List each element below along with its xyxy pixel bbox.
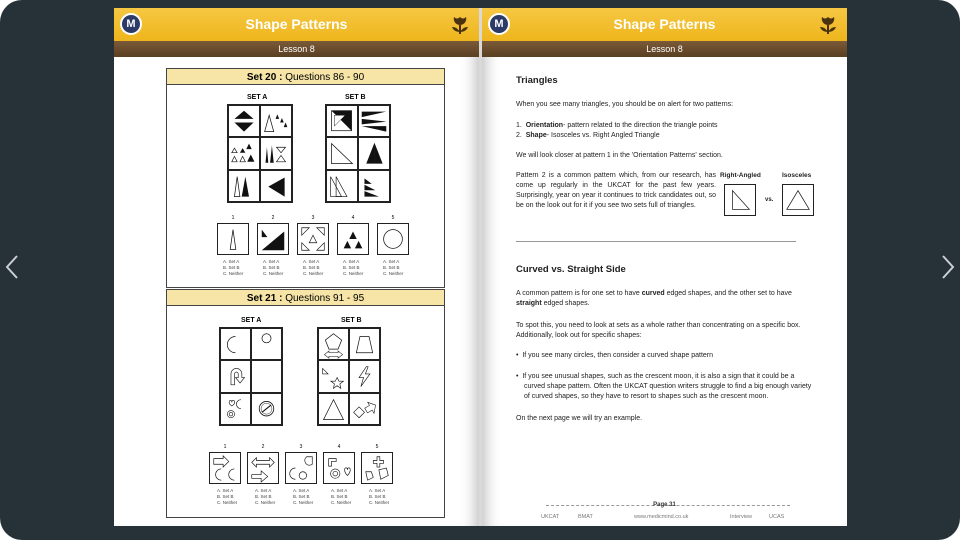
question-number: 4 — [351, 215, 355, 221]
grid-cell — [220, 328, 251, 360]
pattern2-text: Pattern 2 is a common pattern which, from our research, has come up regularly in the UKCAT for the past few years. Surprisingly, year on year it continues to trick candidates out, so be on the look out for it if you see two sets full of triangles. — [516, 172, 716, 209]
question-number: 2 — [261, 444, 265, 450]
grid-cell — [326, 170, 358, 202]
question-shape-box[interactable] — [217, 223, 249, 255]
grid-cell — [251, 328, 282, 360]
closer-look-text: We will look closer at pattern 1 in the 'Orientation Patterns' section. — [516, 152, 723, 159]
footer-link-interview[interactable]: Interview — [730, 514, 753, 520]
grid-cell — [260, 137, 292, 169]
answer-options[interactable]: A. Set A B. Set B C. Neither — [369, 488, 390, 505]
isosceles-example — [782, 184, 814, 216]
chevron-right-icon — [941, 254, 955, 280]
question-number: 5 — [391, 215, 395, 221]
lesson-subheader: Lesson 8 — [482, 41, 847, 57]
set21-set-a-label: SET A — [241, 317, 262, 324]
grid-cell — [349, 360, 380, 392]
set21-title-rest: Questions 91 - 95 — [285, 293, 365, 304]
triangles-intro: When you see many triangles, you should be on alert for two patterns: — [516, 101, 734, 108]
answer-options[interactable]: A. Set A B. Set B C. Neither — [293, 488, 314, 505]
grid-cell — [318, 328, 349, 360]
set21-set-b-grid — [317, 327, 381, 426]
vs-label: vs. — [765, 197, 774, 203]
grid-cell — [228, 105, 260, 137]
left-page — [114, 8, 479, 526]
set21-set-a-grid — [219, 327, 283, 426]
grid-cell — [326, 105, 358, 137]
right-page — [482, 8, 847, 526]
tulip-icon — [449, 14, 471, 36]
isosceles-label: Isosceles — [782, 172, 812, 179]
triangles-heading: Triangles — [516, 75, 558, 86]
grid-cell — [358, 137, 390, 169]
previous-page-button[interactable] — [2, 254, 22, 282]
answer-options[interactable]: A. Set A B. Set B C. Neither — [331, 488, 352, 505]
question-number: 3 — [311, 215, 315, 221]
page-title: Shape Patterns — [245, 16, 348, 32]
question-number: 1 — [223, 444, 227, 450]
section-divider — [516, 241, 796, 242]
grid-cell — [358, 105, 390, 137]
page-header — [482, 8, 847, 41]
grid-cell — [220, 393, 251, 425]
tulip-icon — [817, 14, 839, 36]
footer-link-bmat[interactable]: BMAT — [578, 514, 593, 520]
curved-heading: Curved vs. Straight Side — [516, 264, 626, 275]
answer-options[interactable]: A. Set A B. Set B C. Neither — [343, 259, 364, 276]
question-shape-box[interactable] — [337, 223, 369, 255]
question-number: 1 — [231, 215, 235, 221]
grid-cell — [318, 360, 349, 392]
medicmind-logo: M — [120, 13, 142, 35]
answer-options[interactable]: A. Set A B. Set B C. Neither — [303, 259, 324, 276]
set20-set-b-grid — [325, 104, 391, 203]
curved-paragraph-1: A common pattern is for one set to have curved edged shapes, and the other set to have straight edged shapes. — [516, 290, 792, 307]
grid-cell — [326, 137, 358, 169]
grid-cell — [251, 360, 282, 392]
question-shape-box[interactable] — [257, 223, 289, 255]
answer-options[interactable]: A. Set A B. Set B C. Neither — [383, 259, 404, 276]
next-page-text: On the next page we will try an example. — [516, 415, 643, 422]
medicmind-logo: M — [488, 13, 510, 35]
lesson-subheader: Lesson 8 — [114, 41, 479, 57]
question-number: 5 — [375, 444, 379, 450]
set20-set-a-label: SET A — [247, 94, 268, 101]
set21-box — [166, 306, 445, 518]
page-number: Page 31 — [653, 502, 676, 508]
footer-link-website[interactable]: www.medicmind.co.uk — [634, 514, 689, 520]
grid-cell — [358, 170, 390, 202]
page-header — [114, 8, 479, 41]
question-number: 2 — [271, 215, 275, 221]
set20-box — [166, 85, 445, 288]
set20-title-prefix: Set 20 : — [246, 72, 283, 83]
page-title: Shape Patterns — [613, 16, 716, 32]
grid-cell — [228, 170, 260, 202]
question-shape-box[interactable] — [209, 452, 241, 484]
set21-header — [166, 289, 445, 306]
question-number: 3 — [299, 444, 303, 450]
set20-title-rest: Questions 86 - 90 — [285, 72, 365, 83]
curved-paragraph-2: To spot this, you need to look at sets as a whole rather than concentrating on a specific box. Additionally, look out for specific shapes: — [516, 322, 801, 339]
question-shape-box[interactable] — [361, 452, 393, 484]
question-shape-box[interactable] — [247, 452, 279, 484]
next-page-button[interactable] — [938, 254, 958, 282]
pattern-list-item: 2. Shape- Isosceles vs. Right Angled Triangle — [516, 132, 660, 139]
grid-cell — [228, 137, 260, 169]
grid-cell — [318, 393, 349, 425]
right-angled-example — [724, 184, 756, 216]
grid-cell — [260, 105, 292, 137]
footer-link-ukcat[interactable]: UKCAT — [541, 514, 560, 520]
grid-cell — [220, 360, 251, 392]
footer-link-ucas[interactable]: UCAS — [769, 514, 785, 520]
grid-cell — [349, 328, 380, 360]
set20-set-a-grid — [227, 104, 293, 203]
set20-set-b-label: SET B — [345, 94, 366, 101]
set21-set-b-label: SET B — [341, 317, 362, 324]
question-shape-box[interactable] — [323, 452, 355, 484]
chevron-left-icon — [5, 254, 19, 280]
answer-options[interactable]: A. Set A B. Set B C. Neither — [217, 488, 238, 505]
answer-options[interactable]: A. Set A B. Set B C. Neither — [223, 259, 244, 276]
question-shape-box[interactable] — [285, 452, 317, 484]
grid-cell — [260, 170, 292, 202]
bullet-item: • If you see many circles, then consider a curved shape pattern — [516, 352, 714, 359]
set21-title-prefix: Set 21 : — [246, 293, 283, 304]
question-number: 4 — [337, 444, 341, 450]
bullet-item: • If you see unusual shapes, such as the crescent moon, it is also a sign that it could be a curved shape pattern. Often the UKCAT question writers struggle to find a big enough variety of curved shapes, so they have to resort to shapes such as the crescent moon. — [516, 373, 812, 400]
question-shape-box[interactable] — [297, 223, 329, 255]
pattern-list-item: 1. Orientation- pattern related to the direction the triangle points — [516, 122, 718, 129]
question-shape-box[interactable] — [377, 223, 409, 255]
set20-header — [166, 68, 445, 85]
grid-cell — [349, 393, 380, 425]
answer-options[interactable]: A. Set A B. Set B C. Neither — [263, 259, 284, 276]
grid-cell — [251, 393, 282, 425]
right-angled-label: Right-Angled — [720, 172, 761, 179]
answer-options[interactable]: A. Set A B. Set B C. Neither — [255, 488, 276, 505]
